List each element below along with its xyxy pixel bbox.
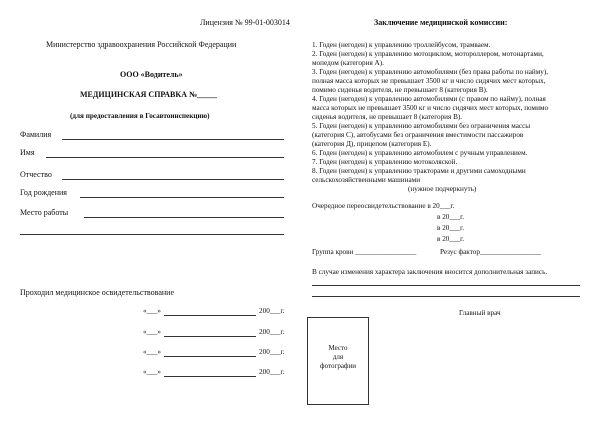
- license-number: Лицензия № 99-01-003014: [200, 18, 290, 27]
- name-field[interactable]: [46, 157, 284, 158]
- date-row-open: «___»: [143, 368, 161, 376]
- date-row-line[interactable]: [164, 315, 256, 316]
- conclusion-item: 4. Годен (негоден) к управлению автомобилями (с правом по найму), полная: [312, 95, 546, 103]
- conclusion-item: 8. Годен (негоден) к управлению тракторами и другими самоходными: [312, 167, 526, 175]
- patronymic-field[interactable]: [62, 179, 284, 180]
- conclusion-item: сельскохозяйственными машинами: [312, 176, 421, 184]
- conclusion-item: 6. Годен (негоден) к управлению автомобилем с ручным управлением.: [312, 149, 528, 157]
- conclusion-item: 1. Годен (негоден) к управлению троллейбусом, трамваем.: [312, 41, 491, 49]
- surname-label: Фамилия: [20, 130, 52, 139]
- surname-field[interactable]: [62, 139, 284, 140]
- photo-label-line: Место: [328, 344, 348, 352]
- workplace-field-line-2[interactable]: [20, 234, 284, 235]
- date-row-open: «___»: [143, 307, 161, 315]
- conclusion-item: 3. Годен (негоден) к управлению автомобилями (без права работы по найму),: [312, 68, 549, 76]
- date-row-open: «___»: [143, 328, 161, 336]
- conclusion-item: полная масса которых не превышает 3500 кг и число сидячих мест которых,: [312, 77, 546, 85]
- photo-label-line: фотографии: [320, 362, 356, 370]
- date-row-line[interactable]: [164, 336, 256, 337]
- blood-group-field[interactable]: Группа крови _________________: [312, 248, 417, 256]
- photo-label-line: для: [332, 353, 344, 361]
- workplace-field[interactable]: [84, 217, 284, 218]
- workplace-label: Место работы: [20, 208, 69, 217]
- reexam-line: в 20___г.: [437, 235, 465, 243]
- date-row-year: 200___г.: [259, 328, 285, 336]
- name-label: Имя: [20, 148, 35, 157]
- certificate-title: МЕДИЦИНСКАЯ СПРАВКА №_____: [80, 90, 218, 99]
- conclusion-item: мопедом (категория А).: [312, 59, 384, 67]
- date-row-line[interactable]: [164, 376, 256, 377]
- commission-heading: Заключение медицинской комиссии:: [374, 18, 508, 27]
- patronymic-label: Отчество: [20, 170, 52, 179]
- reexam-line: в 20___г.: [437, 224, 465, 232]
- date-row-year: 200___г.: [259, 368, 285, 376]
- date-row-open: «___»: [143, 348, 161, 356]
- date-row-year: 200___г.: [259, 307, 285, 315]
- conclusion-item: 7. Годен (негоден) к управлению мотоколяской.: [312, 158, 458, 166]
- conclusion-item: 2. Годен (негоден) к управлению мотоциклом, мотороллером, мотонартами,: [312, 50, 544, 58]
- ministry-name: Министерство здравоохранения Российской Федерации: [46, 40, 237, 49]
- conclusion-item: 5. Годен (негоден) к управлению автомобилями без ограничения массы: [312, 122, 531, 130]
- rh-factor-field[interactable]: Резус фактор_________________: [440, 248, 542, 256]
- birth-year-field[interactable]: [80, 197, 284, 198]
- date-row-line[interactable]: [164, 356, 256, 357]
- conclusion-item: масса которых не превышает 3500 кг и число сидячих мест которых, помимо: [312, 104, 549, 112]
- exam-heading: Проходил медицинское освидетельствование: [20, 288, 174, 297]
- certificate-subtitle: (для предоставления в Госавтоинспекцию): [70, 112, 210, 120]
- conclusion-item: (категория С), автобусами без ограничения вместимости пассажиров: [312, 131, 524, 139]
- conclusion-item: помимо сиденья водителя, не превышает 8 (категория В).: [312, 86, 488, 94]
- change-note: В случае изменения характера заключения вносится дополнительная запись.: [312, 268, 548, 276]
- organization-name: ООО «Водитель»: [120, 70, 183, 79]
- additional-entry-line[interactable]: [312, 285, 580, 286]
- conclusion-item: (категория Д), прицепом (категория Е).: [312, 140, 432, 148]
- chief-doctor-label: Главный врач: [459, 309, 501, 317]
- conclusion-item: сиденья водителя, не превышает 8 (категория В).: [312, 113, 463, 121]
- reexam-line: в 20___г.: [437, 213, 465, 221]
- underline-note: (нужное подчеркнуть): [408, 185, 477, 193]
- reexam-label: Очередное переосвидетельствование в 20___г.: [312, 202, 455, 210]
- photo-box: [307, 317, 369, 405]
- additional-entry-line[interactable]: [312, 296, 580, 297]
- date-row-year: 200___г.: [259, 348, 285, 356]
- birth-year-label: Год рождения: [20, 188, 67, 197]
